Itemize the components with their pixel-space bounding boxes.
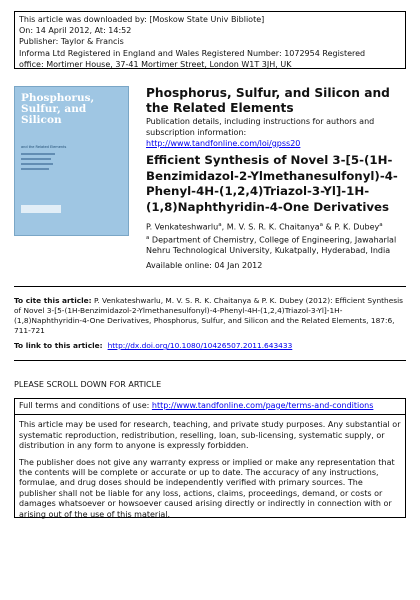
journal-name: Phosphorus, Sulfur, and Silicon and the Related Elements xyxy=(146,86,390,115)
citation xyxy=(14,296,404,336)
cover-text-line xyxy=(21,153,55,155)
journal-cover-image xyxy=(14,86,129,236)
author-2[interactable]: , M. V. S. R. K. Chaitanya xyxy=(221,222,320,232)
citation-text: P. Venkateshwarlu, M. V. S. R. K. Chaitanya & P. K. Dubey (2012): Efficient Synthesis of Novel 3-[5-(1H-Benzimidazol-2-Ylmethanesulfonyl)-4-Phenyl-4H-(1,2,4)Triazol-3-Yl]-1H-(1,8)Naphthyridin-4-One Derivatives, Phosphorus, Sulfur, and Silicon and the Related Elements, 187:6, 711-721 xyxy=(14,296,404,335)
cover-title-line-2: Sulfur, and xyxy=(21,103,87,115)
affiliation-mark: a xyxy=(146,235,150,241)
author-1[interactable]: P. Venkateshwarlu xyxy=(146,222,219,232)
divider-top xyxy=(14,286,406,287)
author-3[interactable]: & P. K. Dubey xyxy=(322,222,380,232)
download-line-1: This article was downloaded by: [Moskow State Univ Bibliote] xyxy=(19,15,265,24)
affiliation-mark: a xyxy=(218,222,222,228)
cover-text-line xyxy=(21,158,51,160)
terms-header xyxy=(15,401,405,415)
article-title: Efficient Synthesis of Novel 3-[5-(1H-Benzimidazol-2-Ylmethanesulfonyl)-4-Phenyl-4H-(1,2,4)Triazol-3-Yl]-1H-(1,8)Naphthyridin-4-One Derivatives xyxy=(146,153,398,214)
affiliation-mark: a xyxy=(379,222,383,228)
terms-lead: Full terms and conditions of use: xyxy=(19,401,152,410)
cover-subtitle: and the Related Elements xyxy=(21,145,67,149)
journal-link[interactable]: http://www.tandfonline.com/loi/gpss20 xyxy=(146,139,301,148)
link-label: To link to this article: xyxy=(14,341,103,350)
cover-title-line-3: Silicon xyxy=(21,114,62,126)
divider-bottom xyxy=(14,360,406,361)
authors xyxy=(146,222,383,232)
cover-publisher-mark xyxy=(21,205,61,213)
affiliation-mark: a xyxy=(319,222,323,228)
doi-link[interactable]: http://dx.doi.org/10.1080/10426507.2011.643433 xyxy=(107,341,293,350)
terms-paragraph-1: This article may be used for research, teaching, and private study purposes. Any substantial or systematic reproduction, redistribution, reselling, loan, sub-licensing, systematic supply, or distribution in any form to anyone is expressly forbidden. xyxy=(19,420,401,451)
download-line-4: Informa Ltd Registered in England and Wales Registered Number: 1072954 Registered xyxy=(19,48,366,58)
download-line-5: office: Mortimer House, 37-41 Mortimer Street, London W1T 3JH, UK xyxy=(19,59,292,69)
download-info-box xyxy=(14,11,406,69)
publication-details: Publication details, including instructions for authors and subscription information: xyxy=(146,117,375,137)
terms-paragraph-2: The publisher does not give any warranty express or implied or make any representation that the contents will be complete or accurate or up to date. The accuracy of any instructions, formulae, and drug doses should be independently verified with primary sources. The publisher shall not be liable for any loss, actions, claims, proceedings, demand, or costs or damages whatsoever or howsoever caused arising directly or indirectly in connection with or arising out of the use of this material. xyxy=(19,457,395,519)
download-line-3: Publisher: Taylor & Francis xyxy=(19,37,124,47)
citation-label: To cite this article: xyxy=(14,296,92,305)
cover-title xyxy=(21,93,125,126)
cover-text-line xyxy=(21,163,53,165)
cover-text-line xyxy=(21,168,49,170)
download-line-2: On: 14 April 2012, At: 14:52 xyxy=(19,26,132,36)
cover-title-line-1: Phosphorus, xyxy=(21,92,95,104)
affiliation-text: Department of Chemistry, College of Engineering, Jawaharlal Nehru Technological University, Kukatpally, Hyderabad, India xyxy=(146,235,397,256)
available-online-date: Available online: 04 Jan 2012 xyxy=(146,261,263,270)
affiliation xyxy=(146,233,408,257)
terms-box xyxy=(14,398,406,518)
link-to-article xyxy=(14,341,404,350)
terms-link[interactable]: http://www.tandfonline.com/page/terms-and-conditions xyxy=(151,401,374,410)
scroll-notice: PLEASE SCROLL DOWN FOR ARTICLE xyxy=(14,380,162,389)
